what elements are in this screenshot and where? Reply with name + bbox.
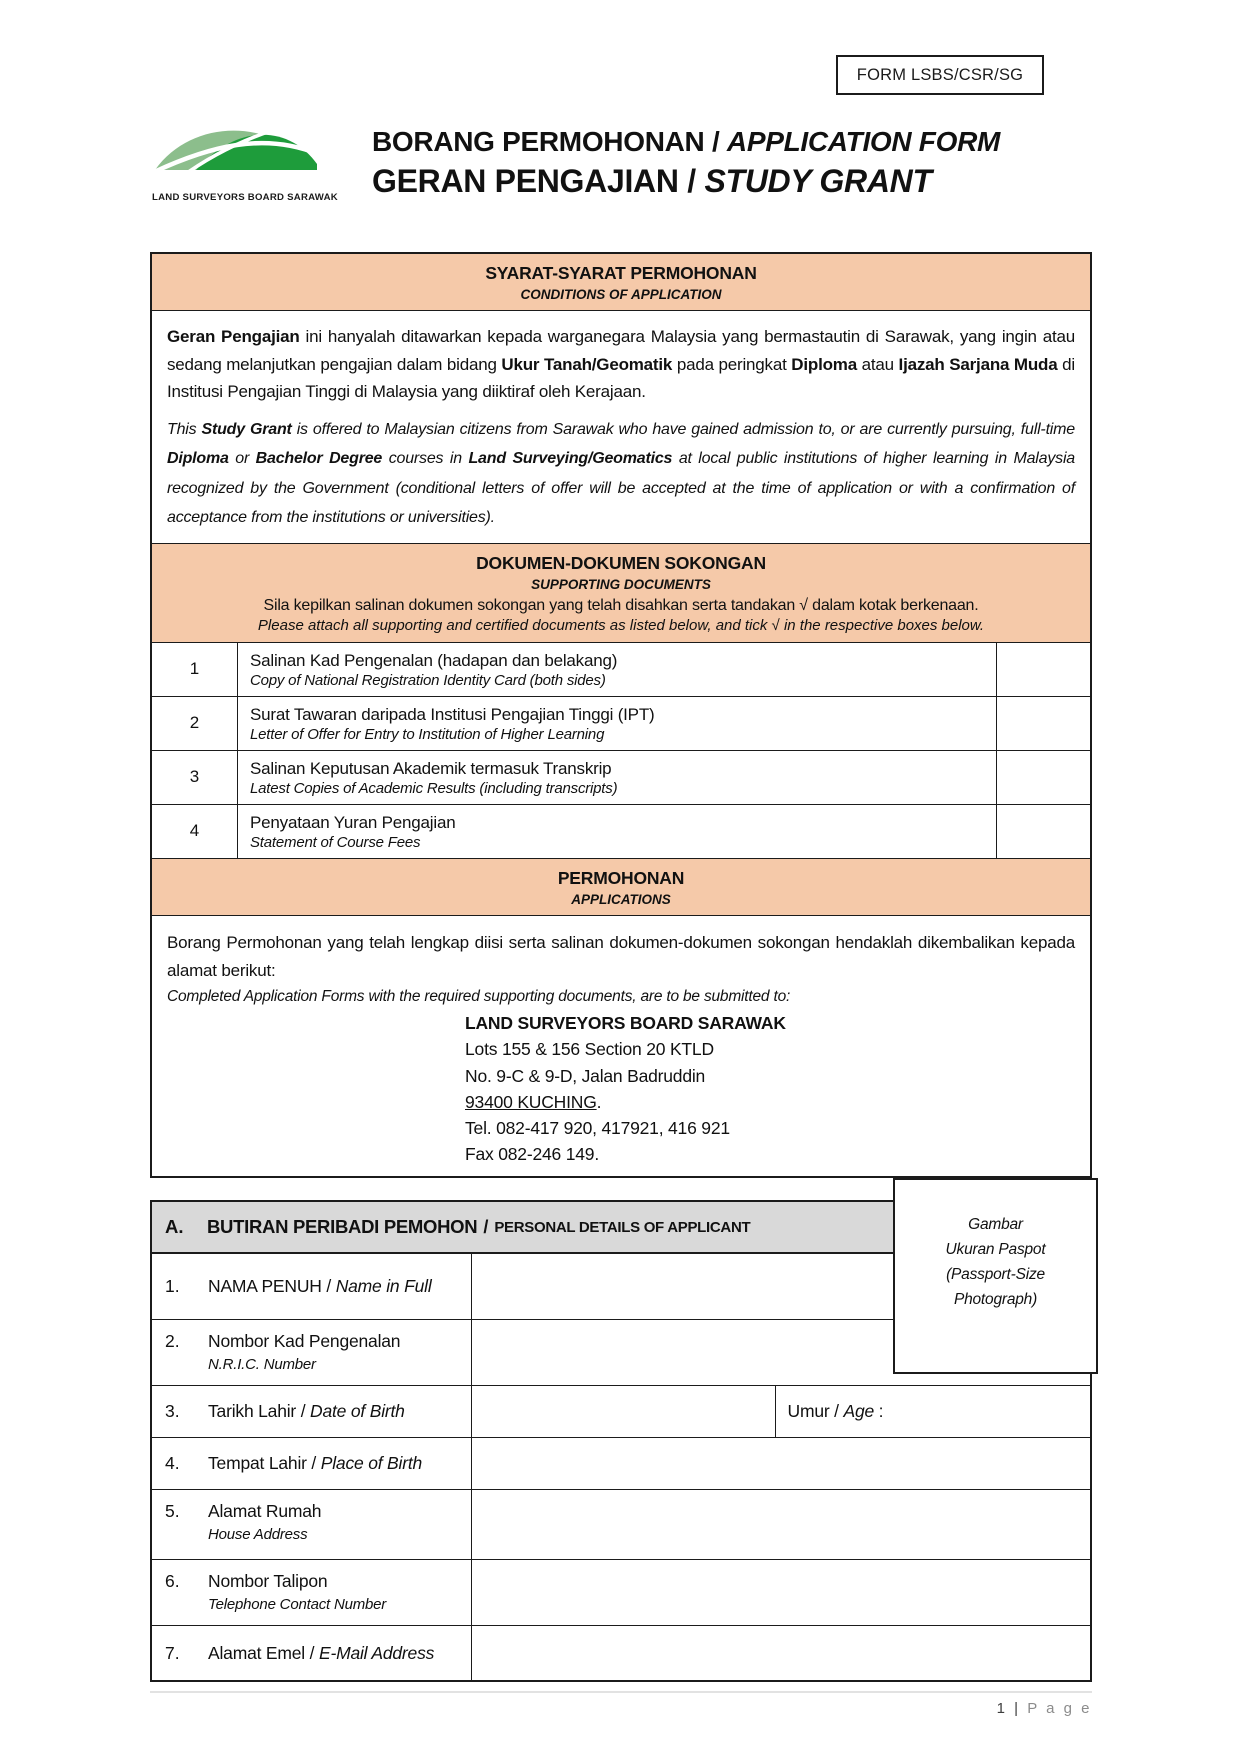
checklist-item-number: 2 xyxy=(152,697,238,750)
checklist-item-number: 3 xyxy=(152,751,238,804)
field-label xyxy=(152,1438,472,1489)
checklist-item-description xyxy=(238,697,996,750)
address-line: Lots 155 & 156 Section 20 KTLD xyxy=(465,1039,714,1060)
photo-box-line: Ukuran Paspot xyxy=(945,1241,1046,1259)
photo-box-line: (Passport-Size xyxy=(946,1266,1045,1283)
address-org-name: LAND SURVEYORS BOARD SARAWAK xyxy=(465,1013,786,1034)
field-label-malay: Nombor Talipon xyxy=(208,1571,328,1591)
lsbs-logo xyxy=(152,120,338,203)
title2-separator: / xyxy=(678,163,705,199)
document-checklist-row xyxy=(152,751,1090,805)
field-number: 1. xyxy=(165,1276,180,1296)
checklist-item-english: Statement of Course Fees xyxy=(250,833,421,851)
conditions-header-band xyxy=(152,254,1090,311)
main-info-table xyxy=(150,252,1092,1178)
applications-paragraph-english: Completed Application Forms with the required supporting documents, are to be submitted to: xyxy=(167,988,791,1006)
age-label: Umur / Age : xyxy=(787,1401,884,1421)
home-address-input-cell[interactable] xyxy=(472,1490,1090,1559)
field-label xyxy=(152,1320,472,1385)
age-cell[interactable] xyxy=(776,1386,1091,1437)
passport-photo-box[interactable] xyxy=(893,1178,1098,1374)
applications-body xyxy=(152,916,1090,1176)
document-checklist-row xyxy=(152,805,1090,859)
section-a-title-separator: / xyxy=(483,1216,489,1237)
checklist-item-number: 1 xyxy=(152,643,238,696)
field-number: 4. xyxy=(165,1453,180,1473)
address-line: No. 9-C & 9-D, Jalan Badruddin xyxy=(465,1065,706,1086)
field-number: 7. xyxy=(165,1642,180,1663)
documents-header-band xyxy=(152,544,1090,643)
form-code-text: FORM LSBS/CSR/SG xyxy=(856,65,1024,84)
brand-header xyxy=(152,116,1092,228)
form-title-line2 xyxy=(372,163,1092,200)
field-label-text: Alamat Emel / E-Mail Address xyxy=(208,1642,435,1663)
field-label xyxy=(152,1560,472,1625)
document-checklist-row xyxy=(152,643,1090,697)
field-label xyxy=(152,1254,472,1319)
submission-address xyxy=(465,1010,1075,1168)
documents-note-english: Please attach all supporting and certified documents as listed below, and tick √ in the respective boxes below. xyxy=(257,616,985,634)
address-telephone: Tel. 082-417 920, 417921, 416 921 xyxy=(465,1118,730,1139)
address-fax: Fax 082-246 149. xyxy=(465,1144,599,1165)
pob-input-cell[interactable] xyxy=(472,1438,1090,1489)
field-label-text xyxy=(208,1571,386,1613)
conditions-paragraph-english: This Study Grant is offered to Malaysian citizens from Sarawak who have gained admission to, or are currently pursuing, full-time Diploma or Bachelor Degree courses in Land Surveying/Geomatics at local public institutions of higher learning in Malaysia recognized by the Government (conditional letters of offer will be accepted at the time of application or with a confirmation of acceptance from the institutions or universities). xyxy=(167,420,1076,527)
checklist-tick-box[interactable] xyxy=(996,643,1090,696)
field-label-malay: Alamat Rumah xyxy=(208,1501,322,1521)
title1-english: APPLICATION FORM xyxy=(726,126,1001,157)
email-input-cell[interactable] xyxy=(472,1626,1090,1680)
documents-heading-english: SUPPORTING DOCUMENTS xyxy=(531,576,711,592)
field-row-address xyxy=(152,1490,1090,1560)
checklist-item-malay: Surat Tawaran daripada Institusi Pengajian Tinggi (IPT) xyxy=(250,704,655,724)
field-label-text xyxy=(208,1501,321,1543)
field-number: 5. xyxy=(165,1501,180,1521)
section-a-title-malay: BUTIRAN PERIBADI PEMOHON xyxy=(207,1216,478,1237)
section-a-index: A. xyxy=(165,1216,184,1237)
checklist-tick-box[interactable] xyxy=(996,805,1090,858)
documents-note-malay: Sila kepilkan salinan dokumen sokongan yang telah disahkan serta tandakan √ dalam kotak berkenaan. xyxy=(263,596,979,614)
photo-box-line: Gambar xyxy=(968,1216,1023,1234)
applications-header-band xyxy=(152,859,1090,916)
field-number: 2. xyxy=(165,1331,180,1351)
title1-malay: BORANG PERMOHONAN xyxy=(372,126,705,157)
field-label-english: N.R.I.C. Number xyxy=(208,1356,316,1373)
address-city: 93400 KUCHING. xyxy=(465,1091,602,1112)
field-label-malay: Nombor Kad Pengenalan xyxy=(208,1331,401,1351)
dob-input-cell[interactable] xyxy=(472,1386,776,1437)
field-row-pob xyxy=(152,1438,1090,1490)
photo-box-line: Photograph) xyxy=(953,1290,1038,1308)
checklist-item-malay: Penyataan Yuran Pengajian xyxy=(250,812,456,832)
logo-caption: LAND SURVEYORS BOARD SARAWAK xyxy=(152,192,338,203)
field-label-text: NAMA PENUH / Name in Full xyxy=(208,1276,432,1296)
title1-separator: / xyxy=(704,126,727,157)
field-label-text xyxy=(208,1331,400,1373)
field-row-email xyxy=(152,1626,1090,1680)
form-titles xyxy=(372,126,1092,200)
conditions-heading-malay: SYARAT-SYARAT PERMOHONAN xyxy=(485,263,757,283)
field-label-text: Tarikh Lahir / Date of Birth xyxy=(208,1401,405,1421)
footer-divider xyxy=(150,1691,1092,1693)
title2-malay: GERAN PENGAJIAN xyxy=(372,163,679,199)
documents-heading-malay: DOKUMEN-DOKUMEN SOKONGAN xyxy=(476,552,766,573)
field-row-dob xyxy=(152,1386,1090,1438)
checklist-tick-box[interactable] xyxy=(996,751,1090,804)
conditions-heading-english: CONDITIONS OF APPLICATION xyxy=(520,287,722,302)
document-checklist-row xyxy=(152,697,1090,751)
checklist-item-english: Letter of Offer for Entry to Institution of Higher Learning xyxy=(250,725,605,743)
checklist-item-english: Copy of National Registration Identity Card (both sides) xyxy=(250,671,606,689)
page-number: 1 | P a g e xyxy=(996,1700,1092,1717)
checklist-item-malay: Salinan Kad Pengenalan (hadapan dan belakang) xyxy=(250,650,618,670)
checklist-item-description xyxy=(238,805,996,858)
field-label xyxy=(152,1490,472,1559)
checklist-item-malay: Salinan Keputusan Akademik termasuk Transkrip xyxy=(250,758,612,778)
field-number: 3. xyxy=(165,1401,180,1421)
conditions-body xyxy=(152,311,1090,544)
checklist-item-description xyxy=(238,643,996,696)
checklist-item-description xyxy=(238,751,996,804)
field-label xyxy=(152,1626,472,1680)
conditions-paragraph-malay: Geran Pengajian ini hanyalah ditawarkan kepada warganegara Malaysia yang bermastautin di Sarawak, yang ingin atau sedang melanjutkan pengajian dalam bidang Ukur Tanah/Geomatik pada peringkat Diploma atau Ijazah Sarjana Muda di Institusi Pengajian Tinggi di Malaysia yang diiktiraf oleh Kerajaan. xyxy=(167,327,1075,402)
field-label-text: Tempat Lahir / Place of Birth xyxy=(208,1453,423,1473)
field-number: 6. xyxy=(165,1571,180,1591)
form-title-line1 xyxy=(372,126,1092,158)
applications-heading-english: APPLICATIONS xyxy=(571,891,671,907)
form-code-box xyxy=(836,55,1044,95)
phone-input-cell[interactable] xyxy=(472,1560,1090,1625)
title2-english: STUDY GRANT xyxy=(704,163,932,199)
field-label-english: House Address xyxy=(208,1526,308,1543)
field-label xyxy=(152,1386,472,1437)
checklist-item-english: Latest Copies of Academic Results (including transcripts) xyxy=(250,779,618,797)
field-label-english: Telephone Contact Number xyxy=(208,1596,387,1613)
checklist-item-number: 4 xyxy=(152,805,238,858)
checklist-tick-box[interactable] xyxy=(996,697,1090,750)
lsbs-logo-graphic xyxy=(152,120,320,190)
field-row-phone xyxy=(152,1560,1090,1626)
applications-heading-malay: PERMOHONAN xyxy=(557,867,685,888)
applications-paragraph-malay: Borang Permohonan yang telah lengkap diisi serta salinan dokumen-dokumen sokongan hendaklah dikembalikan kepada alamat berikut: xyxy=(167,932,1075,980)
section-a-title-english: PERSONAL DETAILS OF APPLICANT xyxy=(494,1218,751,1236)
